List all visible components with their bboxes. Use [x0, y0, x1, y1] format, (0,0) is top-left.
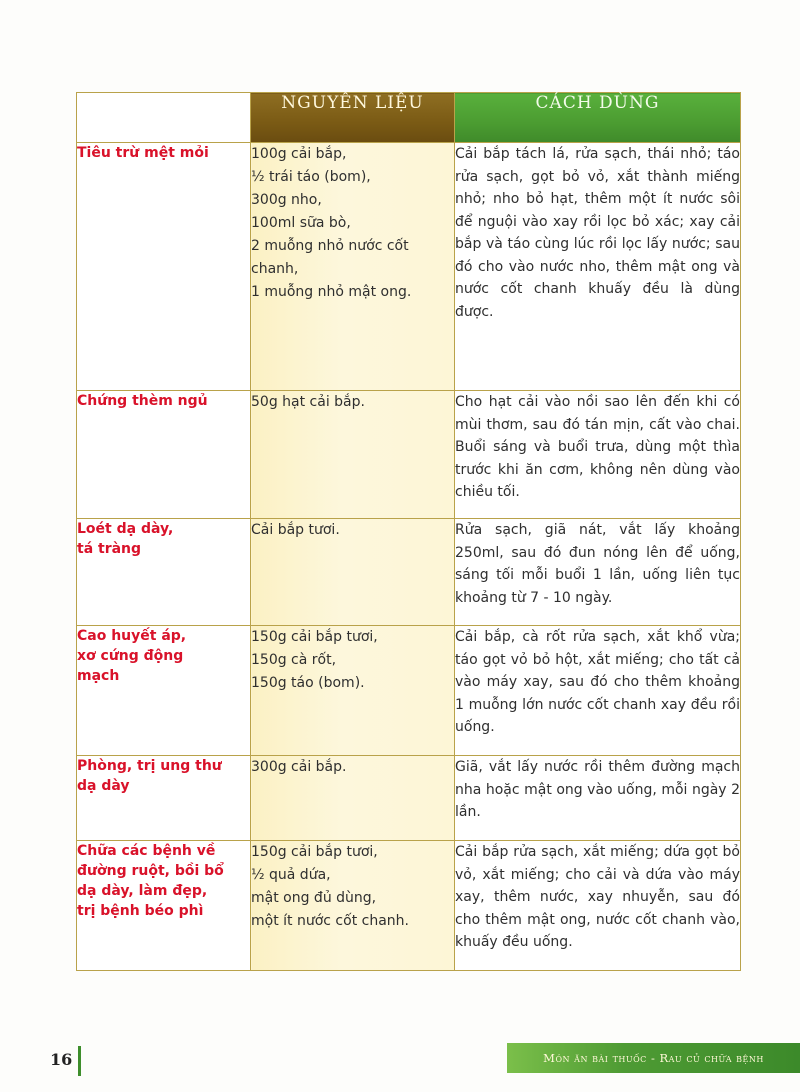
table-row — [77, 143, 741, 391]
ingredient-item: mật ong đủ dùng, — [251, 890, 377, 906]
condition-text: Chứng thèm ngủ — [77, 393, 208, 409]
condition-text: dạ dày — [77, 778, 130, 794]
condition-text: Phòng, trị ung thư — [77, 758, 222, 774]
ingredient-item: Cải bắp tươi. — [251, 522, 340, 538]
condition-text: Loét dạ dày, — [77, 521, 174, 537]
condition-text: tá tràng — [77, 541, 142, 557]
ingredients-cell — [251, 841, 455, 971]
running-footer — [507, 1043, 800, 1073]
condition-text: đường ruột, bồi bổ — [77, 863, 224, 879]
header-blank-cell — [77, 93, 251, 143]
table-row — [77, 391, 741, 519]
table-row — [77, 756, 741, 841]
ingredient-item: 50g hạt cải bắp. — [251, 394, 365, 410]
condition-cell — [77, 626, 251, 756]
page-number: 16 — [50, 1050, 73, 1069]
usage-cell: Cải bắp, cà rốt rửa sạch, xắt khổ vừa; táo gọt vỏ bỏ hột, xắt miếng; cho tất cả vào máy xay, sau đó cho thêm khoảng 1 muỗng lớn nước cốt chanh xay đều rồi uống. — [455, 626, 741, 756]
usage-cell: Giã, vắt lấy nước rồi thêm đường mạch nha hoặc mật ong vào uống, mỗi ngày 2 lần. — [455, 756, 741, 841]
ingredient-item: 300g nho, — [251, 192, 322, 208]
condition-text: Chữa các bệnh về — [77, 843, 216, 859]
remedy-table — [76, 92, 741, 971]
condition-cell — [77, 391, 251, 519]
table-row — [77, 841, 741, 971]
ingredient-item: một ít nước cốt chanh. — [251, 913, 409, 929]
ingredients-cell — [251, 519, 455, 626]
condition-text: Cao huyết áp, — [77, 628, 187, 644]
condition-cell — [77, 519, 251, 626]
ingredients-cell — [251, 626, 455, 756]
usage-cell: Cho hạt cải vào nồi sao lên đến khi có mùi thơm, sau đó tán mịn, cất vào chai. Buổi sáng và buổi trưa, dùng một thìa trước khi ăn cơm, không nên dùng vào chiều tối. — [455, 391, 741, 519]
ingredient-item: 2 muỗng nhỏ nước cốt chanh, — [251, 238, 409, 277]
ingredient-item: ½ quả dứa, — [251, 867, 331, 883]
condition-text: mạch — [77, 668, 120, 684]
table-row — [77, 519, 741, 626]
table-row — [77, 626, 741, 756]
usage-cell: Cải bắp tách lá, rửa sạch, thái nhỏ; táo rửa sạch, gọt bỏ vỏ, xắt thành miếng nhỏ; nho bỏ hạt, thêm một ít nước sôi để nguội vào xay rồi lọc bỏ xác; xay cải bắp và táo cùng lúc rồi lọc lấy nước; sau đó cho vào nước nho, thêm mật ong và nước cốt chanh khuấy đều là dùng được. — [455, 143, 741, 391]
ingredient-item: 150g cải bắp tươi, — [251, 844, 378, 860]
usage-header: CÁCH DÙNG — [455, 93, 741, 143]
condition-text: trị bệnh béo phì — [77, 903, 204, 919]
condition-cell — [77, 143, 251, 391]
table-header-row — [77, 93, 741, 143]
ingredients-cell — [251, 391, 455, 519]
condition-cell — [77, 756, 251, 841]
condition-text: Tiêu trừ mệt mỏi — [77, 145, 209, 161]
ingredients-cell — [251, 143, 455, 391]
ingredient-item: 150g táo (bom). — [251, 675, 365, 691]
ingredient-item: ½ trái táo (bom), — [251, 169, 371, 185]
condition-text: xơ cứng động — [77, 648, 184, 664]
ingredient-item: 100g cải bắp, — [251, 146, 347, 162]
page-number-divider — [78, 1046, 81, 1076]
ingredient-item: 1 muỗng nhỏ mật ong. — [251, 284, 412, 300]
ingredients-cell — [251, 756, 455, 841]
ingredient-item: 100ml sữa bò, — [251, 215, 351, 231]
condition-text: dạ dày, làm đẹp, — [77, 883, 208, 899]
ingredient-item: 150g cải bắp tươi, — [251, 629, 378, 645]
condition-cell — [77, 841, 251, 971]
usage-cell: Rửa sạch, giã nát, vắt lấy khoảng 250ml, sau đó đun nóng lên để uống, sáng tối mỗi buổi 1 lần, uống liên tục khoảng từ 7 - 10 ngày. — [455, 519, 741, 626]
usage-cell: Cải bắp rửa sạch, xắt miếng; dứa gọt bỏ vỏ, xắt miếng; cho cải và dứa vào máy xay, thêm nước, xay nhuyễn, sau đó cho thêm mật ong, nước cốt chanh vào, khuấy đều uống. — [455, 841, 741, 971]
ingredient-item: 150g cà rốt, — [251, 652, 337, 668]
book-title: Món ăn bài thuốc - Rau củ chữa bệnh — [543, 1051, 764, 1065]
ingredients-header: NGUYÊN LIỆU — [251, 93, 455, 143]
ingredient-item: 300g cải bắp. — [251, 759, 347, 775]
